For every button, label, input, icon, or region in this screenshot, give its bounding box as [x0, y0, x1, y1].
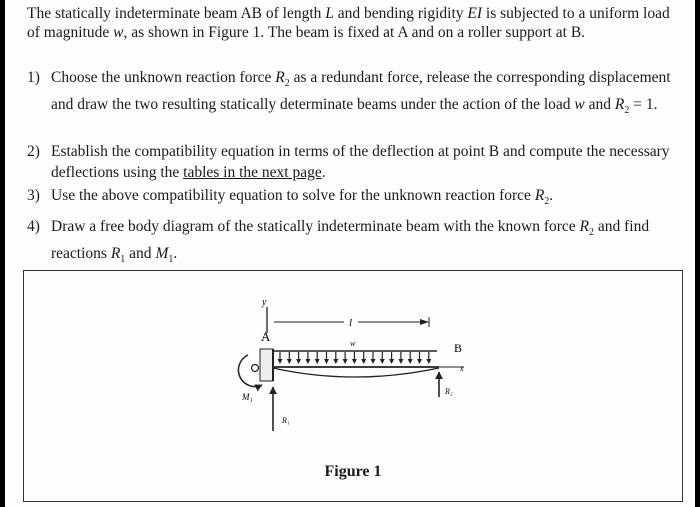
tables-link[interactable]: tables in the next page [183, 164, 322, 181]
point-b-label: B [454, 341, 463, 355]
load-arrow-head [315, 359, 320, 364]
problem-statement: The statically indeterminate beam AB of length L and bending rigidity EI is subjected to a uniform load of magnitude w, as shown in Figure 1. The beam is fixed at A and on a roller support at B. [27, 5, 670, 41]
moment-arc-icon [238, 355, 262, 387]
load-arrow-head [278, 359, 283, 364]
question-2: 2) Establish the compatibility equation in terms of the deflection at point B and compute the necessary deflections using the tables in the next page. [27, 143, 670, 181]
load-arrow-head [398, 359, 403, 364]
figure-caption: Figure 1 [324, 463, 382, 480]
deflected-shape [273, 368, 439, 377]
x-axis-label: x [460, 364, 464, 373]
question-number: 3) [27, 187, 40, 204]
load-arrow-head [371, 359, 376, 364]
length-label: l [349, 317, 353, 329]
distributed-load-arrows [278, 352, 432, 364]
moment-label: M₁ [242, 392, 253, 402]
fixed-support-wall [260, 349, 273, 381]
load-arrow-head [380, 359, 385, 364]
question-3: 3) Use the above compatibility equation to solve for the unknown reaction force $R_2$. [27, 187, 554, 208]
point-a-label: A [261, 329, 271, 344]
load-arrow-head [408, 359, 413, 364]
reaction-r1-label: R₁ [282, 416, 290, 425]
question-number: 2) [27, 143, 40, 160]
y-axis-label: y [262, 297, 267, 308]
load-label: w [350, 339, 356, 348]
problem-page [5, 0, 695, 507]
load-arrow-head [426, 359, 431, 364]
question-number: 4) [27, 218, 40, 235]
load-arrow-head [305, 359, 310, 364]
moment-symbol [252, 365, 259, 372]
figure-1 [23, 270, 683, 502]
load-arrow-head [352, 359, 357, 364]
reaction-r2-label: R₂ [445, 387, 453, 396]
load-arrow-head [333, 359, 338, 364]
load-arrow-head [389, 359, 394, 364]
load-arrow-head [361, 359, 366, 364]
load-arrow-head [324, 359, 329, 364]
load-arrow-head [343, 359, 348, 364]
load-arrow-head [296, 359, 301, 364]
load-arrow-head [287, 359, 292, 364]
load-arrow-head [417, 359, 422, 364]
question-4: 4) Draw a free body diagram of the statically indeterminate beam with the known force $R_2$ and find reactions $R_1$ and $M_1$. [27, 218, 650, 266]
question-1: 1) Choose the unknown reaction force $R_2$ as a redundant force, release the corresponding displacement and draw the two resulting statically determinate beams under the action of the load w and $R_2 = 1$. [27, 69, 671, 117]
question-number: 1) [27, 69, 40, 86]
